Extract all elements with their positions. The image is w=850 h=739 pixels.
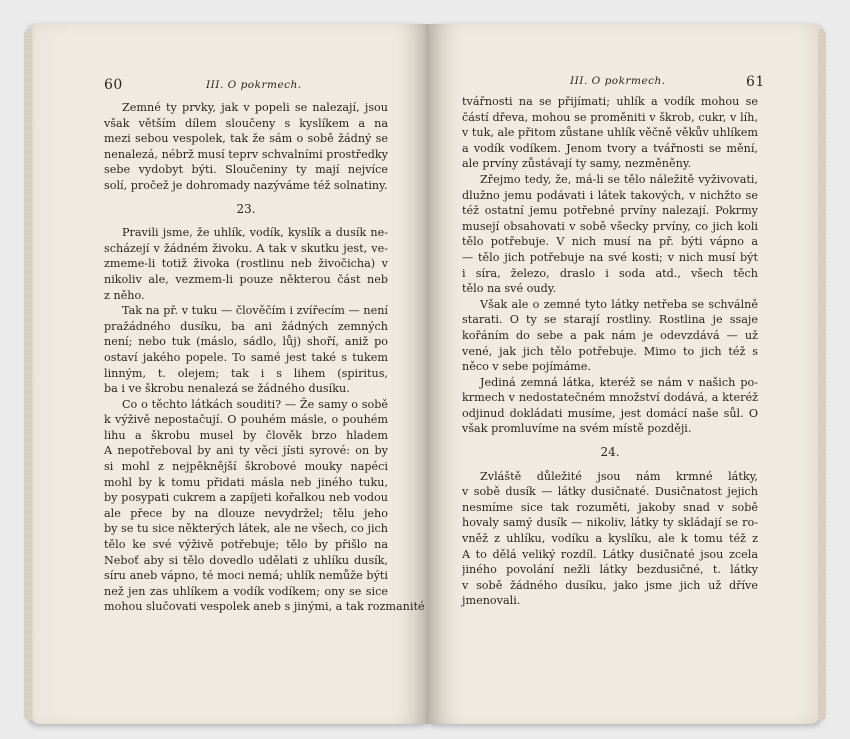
text-line: lihu a škrobu musel by člověk brzo hladem — [104, 428, 388, 442]
text-line: Jediná zemná látka, kteréž se nám v našich po- — [480, 375, 758, 389]
right-paragraph-3 — [462, 297, 758, 375]
text-line: sebe vydobyt býti. Sloučeniny ty mají nejvíce — [104, 163, 388, 177]
text-line: něco v sebe pojímáme. — [462, 360, 591, 374]
text-line: mezi sebou vespolek, tak že sám o sobě žádný se — [104, 132, 388, 146]
text-line: krmech v nedostatečném množství dodává, a kteréž — [462, 391, 758, 405]
text-line: tělo ke své výživě potřebuje; tělo by přišlo na — [104, 538, 388, 552]
text-line: kořáním do sebe a pak nám je odevzdává — už — [462, 328, 758, 342]
text-line: Neboť aby si tělo dovedlo udělati z uhlíku dusík, — [104, 553, 388, 567]
right-page-number: 61 — [746, 74, 765, 90]
section-number-24: 24. — [600, 445, 620, 460]
text-line: odjinud dokládati musíme, jest domácí naše sůl. O — [462, 406, 758, 420]
text-line: vené, jak jich tělo potřebuje. Mimo to jich též s — [462, 344, 758, 358]
text-line: A to dělá veliký rozdíl. Látky dusičnaté jsou zcela — [462, 547, 758, 561]
text-line: zmeme-li totiž živoka (rostlinu neb živočicha) v — [104, 257, 388, 271]
text-line: v sobě žádného dusíku, jako jsme jich už dříve — [462, 578, 758, 592]
text-line: v tuk, ale přitom zůstane uhlík věčně věkův uhlíkem — [462, 126, 758, 140]
text-line: nesmíme sice tak rozuměti, jakoby snad v sobě — [462, 500, 758, 514]
text-line: mohl by k tomu přidati másla neb jiného tuku, — [104, 475, 388, 489]
right-page-edge — [818, 30, 826, 720]
text-line: by se tu sice některých látek, ale ne všech, co jich — [104, 522, 388, 536]
left-running-head: III. O pokrmech. — [206, 79, 302, 91]
left-paragraph-2 — [104, 225, 388, 303]
left-paragraph-4 — [104, 397, 425, 615]
right-paragraph-5 — [462, 469, 758, 609]
text-line: A nepotřeboval by ani ty věci jísti syrové: on by — [104, 444, 388, 458]
text-line: nikoliv ale, vezmem-li pouze některou část neb — [104, 272, 388, 286]
text-line: tvářnosti na se přijímati; uhlík a vodík mohou se — [462, 95, 758, 108]
text-line: vněž z uhlíku, vodíku a kyslíku, ale k tomu též z — [462, 532, 758, 546]
text-line: by posypati cukrem a zapíjeti kořalkou neb vodou — [104, 491, 388, 505]
left-paragraph-1 — [104, 100, 388, 194]
text-line: pražádného dusíku, ba ani žádných zemných — [104, 319, 388, 333]
right-paragraph-1 — [462, 94, 758, 172]
text-line: jmenovali. — [462, 594, 521, 608]
text-line: ostaví jakého popele. To samé jest také s tukem — [104, 350, 388, 364]
text-line: tělo na své oudy. — [462, 282, 557, 296]
text-line: a vodík vodíkem. Jenom tvory a tvářnosti se mění, — [462, 141, 758, 155]
text-line: ba i ve škrobu nenalezá se žádného dusíku. — [104, 382, 350, 396]
text-line: dlužno jemu podávati i látek takových, v nichžto se — [462, 188, 758, 202]
text-line: Pravili jsme, že uhlík, vodík, kyslík a dusík ne- — [122, 226, 388, 240]
text-line: solí, pročež je dohromady nazýváme též solnatiny. — [104, 178, 388, 192]
text-line: starati. O ty se starají rostliny. Rostlina je ssaje — [462, 313, 758, 327]
text-line: v sobě dusík — látky dusičnaté. Dusičnatost jejich — [462, 485, 758, 499]
text-line: ale přece by na dlouze nevydržel; tělu jeho — [104, 506, 388, 520]
text-line: než jen zas uhlíkem a vodík vodíkem; ony se sice — [104, 584, 388, 598]
text-line: síru aneb vápno, té moci nemá; uhlík nemůže býti — [104, 569, 388, 583]
text-line: Co o těchto látkách souditi? — Že samy o sobě — [122, 397, 388, 411]
text-line: ale prvíny zůstávají ty samy, nezměněny. — [462, 157, 692, 171]
text-line: Zvláště důležité jsou nám krmné látky, — [480, 469, 758, 483]
text-line: Zemné ty prvky, jak v popeli se nalezají, jsou — [122, 101, 388, 114]
text-line: z něho. — [104, 288, 145, 302]
text-line: — tělo jich potřebuje na své kosti; v nich musí být — [462, 250, 758, 264]
text-line: i síra, železo, draslo i soda atd., všech těch — [462, 266, 758, 280]
left-page-number: 60 — [104, 77, 123, 93]
right-page — [428, 24, 820, 724]
left-paragraph-3 — [104, 303, 388, 397]
text-line: Tak na př. v tuku — člověčím i zvířecím — není — [122, 304, 388, 318]
section-number-23: 23. — [236, 201, 256, 216]
text-line: však větším dílem sloučeny s kyslíkem a na — [104, 116, 388, 130]
text-line: však promluvíme na svém místě později. — [462, 422, 692, 436]
open-book — [30, 24, 820, 724]
text-line: Však ale o zemné tyto látky netřeba se schválně — [480, 297, 758, 311]
left-page-edge — [24, 30, 32, 720]
right-paragraph-4 — [462, 375, 758, 437]
text-line: tělo potřebuje. V nich musí na př. býti vápno a — [462, 235, 758, 249]
text-line: mohou slučovati vespolek aneb s jinými, a tak rozmanité — [104, 600, 425, 614]
text-line: musejí obsahovati v sobě všecky prvíny, co jich koli — [462, 219, 758, 233]
right-paragraph-2 — [462, 172, 758, 297]
left-page — [30, 24, 428, 724]
text-line: částí dřeva, mohou se proměniti v škrob, cukr, v líh, — [462, 110, 758, 124]
text-line: scházejí v žádném živoku. A tak v skutku jest, ve- — [104, 241, 388, 255]
text-line: Zřejmo tedy, že, má-li se tělo náležitě vyživovati, — [480, 172, 758, 186]
right-running-head: III. O pokrmech. — [570, 75, 666, 87]
text-line: hovaly samý dusík — nikoliv, látky ty skládají se ro- — [462, 516, 758, 530]
text-line: není; nebo tuk (máslo, sádlo, lůj) shoří, aniž po — [104, 335, 388, 349]
text-line: též ostatní jemu potřebné prvíny nalezají. Pokrmy — [462, 204, 758, 218]
text-line: jiného povolání nežli látky bezdusičné, t. látky — [462, 563, 758, 577]
right-text-column — [462, 94, 758, 609]
text-line: si mohl z nejpěknější škrobové mouky napéci — [104, 460, 388, 474]
left-text-column — [104, 100, 425, 615]
text-line: k výživě nepostačují. O pouhém másle, o pouhém — [104, 413, 388, 427]
text-line: linným, t. olejem; tak i s lihem (spiritus, — [104, 366, 388, 380]
text-line: nenalezá, nébrž musí teprv schvalními prostředky — [104, 147, 388, 161]
